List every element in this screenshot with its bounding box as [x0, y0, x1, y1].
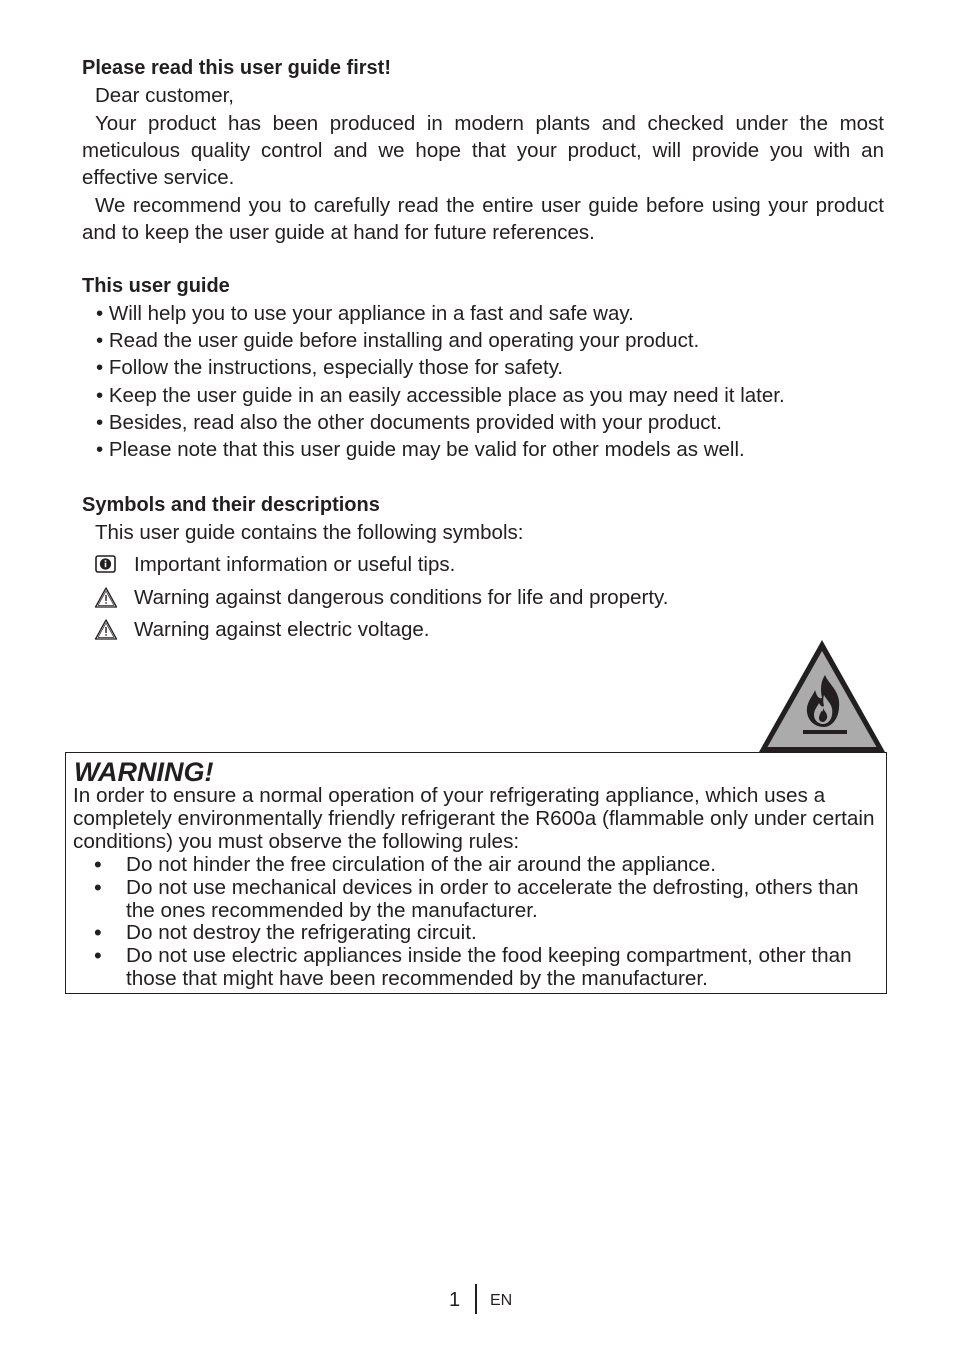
warning-box — [65, 752, 887, 994]
warning-title: WARNING! — [74, 757, 214, 787]
warning-rule-text: Do not destroy the refrigerating circuit. — [126, 921, 477, 945]
flammable-warning-icon — [757, 638, 887, 754]
symbol-row-info — [94, 551, 455, 579]
page-number: 1 — [449, 1289, 461, 1311]
symbol-row-danger — [94, 584, 668, 612]
symbol-info-text: Important information or useful tips. — [134, 553, 456, 576]
guide-list — [96, 300, 785, 463]
intro-heading: Please read this user guide first! — [82, 57, 391, 79]
list-item — [66, 922, 881, 945]
greeting-text: Dear customer, — [95, 84, 234, 107]
guide-heading: This user guide — [82, 275, 230, 297]
list-item: • Please note that this user guide may be valid for other models as well. — [96, 438, 745, 462]
bullet: • — [94, 943, 102, 969]
list-item: • Will help you to use your appliance in a fast and safe way. — [96, 302, 634, 325]
warning-text: In order to ensure a normal operation of your refrigerating appliance, which uses a completely environmentally friendly refrigerant the R600a (flammable only under certain conditions) you must observe the following rules: — [73, 784, 875, 853]
warning-triangle-icon — [94, 586, 118, 610]
list-item: • Follow the instructions, especially those for safety. — [96, 356, 564, 380]
intro-paragraph-2: We recommend you to carefully read the entire user guide before using your product and to keep the user guide at hand for future references. — [82, 194, 884, 245]
warning-rule-text: Do not use electric appliances inside the food keeping compartment, other than those that might have been recommended by the manufacturer. — [126, 944, 852, 990]
symbol-voltage-text: Warning against electric voltage. — [134, 618, 430, 641]
warning-triangle-icon — [94, 618, 118, 642]
language-label: EN — [490, 1292, 513, 1309]
warning-rule-text: Do not use mechanical devices in order to accelerate the defrosting, others than the ones recommended by the manufacturer. — [126, 875, 859, 922]
info-icon — [94, 553, 118, 577]
symbols-heading: Symbols and their descriptions — [82, 494, 380, 516]
list-item — [66, 874, 881, 923]
bullet: • — [94, 874, 102, 900]
symbols-intro: This user guide contains the following symbols: — [95, 521, 524, 544]
symbol-row-voltage — [94, 616, 430, 644]
bullet: • — [94, 920, 102, 946]
list-item: • Keep the user guide in an easily accessible place as you may need it later. — [96, 383, 785, 407]
warning-rules-list — [66, 854, 881, 991]
intro-paragraph-1: Your product has been produced in modern plants and checked under the most meticulous quality control and we hope that your product, will provide you with an effective service. — [82, 112, 884, 190]
list-item: • Besides, read also the other documents provided with your product. — [96, 410, 722, 434]
warning-rule-text: Do not hinder the free circulation of the air around the appliance. — [126, 853, 716, 876]
list-item — [66, 945, 881, 991]
footer-divider — [475, 1284, 477, 1314]
list-item — [66, 854, 881, 877]
list-item: • Read the user guide before installing and operating your product. — [96, 329, 700, 353]
symbol-danger-text: Warning against dangerous conditions for life and property. — [134, 586, 669, 609]
bullet: • — [94, 852, 102, 877]
